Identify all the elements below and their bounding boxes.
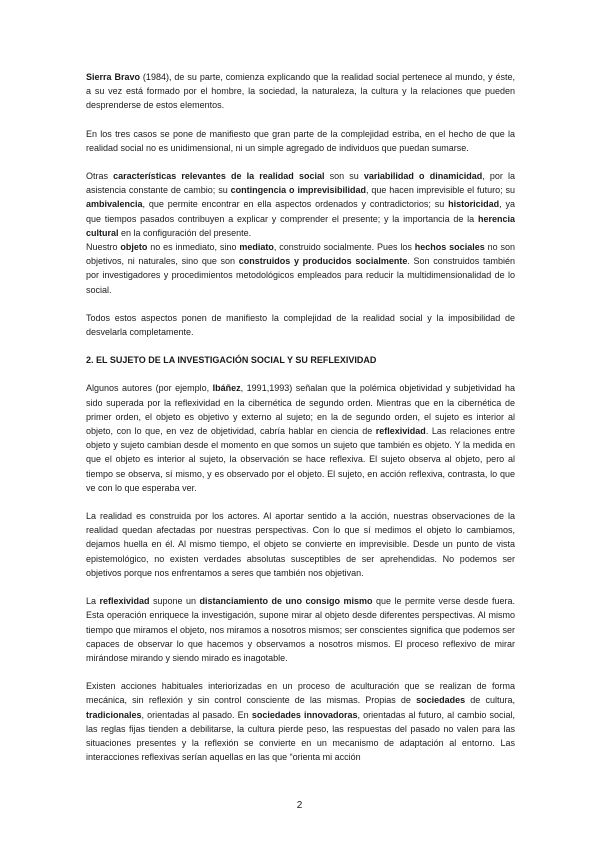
paragraph-text: en la configuración del presente. [118, 227, 252, 238]
bold-term: variabilidad o dinamicidad [363, 171, 483, 182]
paragraph-objeto [86, 240, 515, 297]
paragraph-text: Existen acciones habituales interiorizadas en un proceso de aculturación que se realizan de forma mecánica, sin reflexión y sin control consciente de las mismas. Propias de [86, 681, 515, 706]
paragraph-autores [86, 381, 515, 495]
paragraph-text: Nuestro [86, 242, 121, 253]
paragraph-realidad-construida [86, 509, 515, 580]
paragraph-text: no es inmediato, sino [147, 242, 240, 253]
bold-term: sociedades innovadoras [251, 709, 358, 720]
paragraph-text: que le permite verse desde fuera. Esta operación enriquece la investigación, supone mirar al objeto desde diferentes perspectivas. Al mismo tiempo que miramos el objeto, nos miramos a nosotros mismos; ser conscientes significa que podemos ser capaces de observar lo que hacemos y observamos a nosotros mismos. El proceso reflexivo de mirar mirándose mirando y siendo mirado es inagotable. [86, 596, 515, 663]
paragraph-text: , que hacen imprevisible el futuro; su [365, 185, 515, 196]
paragraph-text: , 1991,1993) señalan que la polémica objetividad y subjetividad ha sido superada por la reflexividad en la cibernética de segundo orden. Mientras que en la cibernética de primer orden, el objeto es objetivo y externo al sujeto; en la de segundo orden, el sujeto es interior al objeto, con lo que, en vez de objetividad, cabría hablar en ciencia de [86, 383, 515, 437]
bold-term: herencia cultural [86, 213, 515, 238]
paragraph-text: La [86, 596, 100, 607]
paragraph-text: , por la asistencia constante de cambio; su [86, 171, 516, 196]
paragraph-text: , construido socialmente. Pues los [273, 242, 415, 253]
paragraph-text: (1984), de su parte, comienza explicando que la realidad social pertenece al mundo, y éste, a su vez está formado por el hombre, la sociedad, la naturaleza, la cultura y la relaciones que pueden desprenderse de estos elementos. [86, 72, 515, 111]
bold-term: características relevantes de la realidad social [113, 171, 325, 182]
bold-term: sociedades [416, 695, 466, 706]
bold-term: reflexividad [99, 596, 150, 607]
paragraph-text: , ya que tiempos pasados contribuyen a explicar y comprender el presente; y la importancia de la [86, 199, 515, 224]
section-heading: 2. EL SUJETO DE LA INVESTIGACIÓN SOCIAL Y SU REFLEXIVIDAD [86, 355, 377, 366]
paragraph-text: . Las relaciones entre objeto y sujeto cambian desde el momento en que somos un sujeto que también es objeto. Y la medida en que el objeto es interior al sujeto, la observación se hace reflexiva. El sujeto observa al objeto, pero al tiempo se observa, sí mismo, y es observado por el objeto. El sujeto, en acción reflexiva, contrasta, lo que ve con lo que esperaba ver. [86, 426, 515, 493]
paragraph-text: Otras [86, 171, 114, 182]
paragraph-text: En los tres casos se pone de manifiesto que gran parte de la complejidad estriba, en el hecho de que la realidad social no es unidimensional, ni un simple agregado de individuos que puedan sumarse. [86, 128, 515, 153]
paragraph-sierra-bravo [86, 70, 515, 113]
paragraph-text: Todos estos aspectos ponen de manifiesto la complejidad de la realidad social y la imposibilidad de desvelarla completamente. [86, 312, 515, 338]
page-number: 2 [296, 800, 303, 811]
paragraph-text: de cultura, [465, 695, 515, 706]
author-name: Sierra Bravo [86, 72, 140, 82]
paragraph-text: son su [324, 171, 364, 182]
paragraph-text: , orientadas al pasado. En [141, 709, 252, 720]
bold-term: objeto [120, 242, 148, 253]
paragraph-text: , orientadas al futuro, al cambio social, las reglas fijas tienden a debilitarse, la cultura pierde peso, las respuestas del pasado no valen para las situaciones presentes y la reflexión se convierte en un mecanismo de adaptación al entorno. Las interacciones reflexivas serían aquellas en las que “orienta mi acción [86, 709, 515, 763]
paragraph-text: Algunos autores (por ejemplo, [86, 383, 213, 394]
bold-term: hechos sociales [414, 242, 485, 253]
paragraph-text: . Son construidos también por investigadores y procedimientos metodológicos empleados para reducir la multidimensionalidad de lo social. [86, 256, 515, 295]
paragraph-complejidad [86, 127, 515, 155]
bold-term: mediato [239, 242, 274, 253]
paragraph-acciones-habituales [86, 679, 515, 764]
bold-term: Ibáñez [212, 383, 241, 394]
bold-term: historicidad [448, 199, 500, 210]
paragraph-text: supone un [149, 596, 200, 607]
bold-term: tradicionales [86, 709, 142, 720]
paragraph-text: no son objetivos, ni naturales, sino que son [86, 242, 515, 267]
bold-term: contingencia o imprevisibilidad [230, 185, 366, 196]
paragraph-reflexividad [86, 594, 515, 665]
bold-term: distanciamiento de uno consigo mismo [199, 596, 373, 607]
paragraph-text: , que permite encontrar en ella aspectos ordenados y contradictorios; su [142, 199, 449, 210]
bold-term: reflexividad [375, 426, 426, 437]
bold-term: ambivalencia [86, 199, 143, 210]
bold-term: construidos y producidos socialmente [238, 256, 408, 267]
paragraph-aspectos [86, 311, 515, 339]
paragraph-caracteristicas [86, 169, 515, 240]
paragraph-text: La realidad es construida por los actores. Al aportar sentido a la acción, nuestras observaciones de la realidad quedan afectadas por nuestras perspectivas. Con lo que sí medimos el objeto lo cambiamos, dejamos huella en él. Al mismo tiempo, el objeto se convierte en imprevisible. Desde un punto de vista epistemológico, no existen verdades absolutas susceptibles de ser aprehendidas. No podemos ser objetivos porque nos enfrentamos a seres que también nos objetivan. [86, 511, 515, 578]
